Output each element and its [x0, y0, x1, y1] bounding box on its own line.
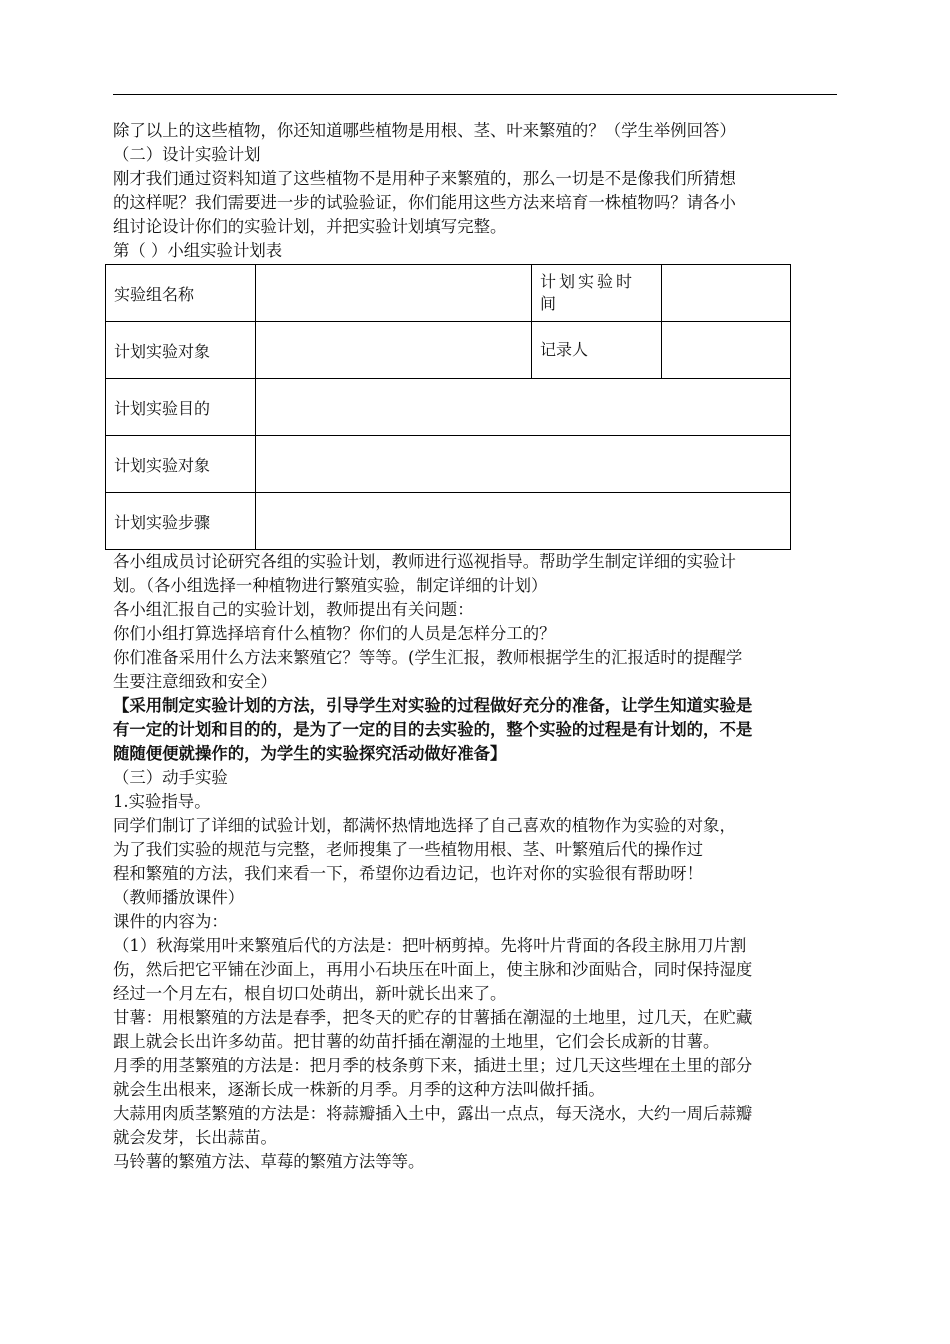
cell-plan-time-value[interactable]	[662, 265, 791, 322]
experiment-plan-table	[105, 264, 791, 550]
section3-line: 课件的内容为：	[113, 912, 228, 931]
discussion-line: 各小组汇报自己的实验计划，教师提出有关问题：	[113, 600, 474, 619]
cell-plan-goal-value[interactable]	[256, 379, 791, 436]
cell-group-name-value[interactable]	[256, 265, 532, 322]
cell-plan-object2-label: 计划实验对象	[106, 436, 256, 493]
courseware-line: 甘薯：用根繁殖的方法是春季，把冬天的贮存的甘薯插在潮湿的土地里，过几天，在贮藏	[113, 1008, 753, 1027]
courseware-line: 伤，然后把它平铺在沙面上，再用小石块压在叶面上，使主脉和沙面贴合，同时保持湿度	[113, 960, 753, 979]
section3-line: 同学们制订了详细的试验计划，都满怀热情地选择了自己喜欢的植物作为实验的对象，	[113, 816, 736, 835]
table-caption: 第（ ）小组实验计划表	[113, 241, 283, 260]
table-row	[106, 322, 791, 379]
cell-plan-steps-label: 计划实验步骤	[106, 493, 256, 550]
courseware-line: 经过一个月左右，根自切口处萌出，新叶就长出来了。	[113, 984, 507, 1003]
discussion-line: 各小组成员讨论研究各组的实验计划，教师进行巡视指导。帮助学生制定详细的实验计	[113, 552, 736, 571]
courseware-line: 大蒜用肉质茎繁殖的方法是：将蒜瓣插入土中，露出一点点，每天浇水，大约一周后蒜瓣	[113, 1104, 753, 1123]
section3-heading: （三）动手实验	[113, 768, 228, 787]
cell-recorder-value[interactable]	[662, 322, 791, 379]
header-rule	[113, 94, 837, 95]
discussion-line: 划。（各小组选择一种植物进行繁殖实验，制定详细的计划）	[113, 576, 548, 595]
section3-line: 为了我们实验的规范与完整，老师搜集了一些植物用根、茎、叶繁殖后代的操作过	[113, 840, 704, 859]
cell-plan-object-value[interactable]	[256, 322, 532, 379]
bold-note-line: 随随便便就操作的，为学生的实验探究活动做好准备】	[113, 744, 507, 763]
intro-question: 除了以上的这些植物，你还知道哪些植物是用根、茎、叶来繁殖的？（学生举例回答）	[113, 121, 736, 140]
section2-paragraph-line: 组讨论设计你们的实验计划，并把实验计划填写完整。	[113, 217, 507, 236]
table-row	[106, 265, 791, 322]
discussion-line: 生要注意细致和安全）	[113, 672, 277, 691]
cell-plan-goal-label: 计划实验目的	[106, 379, 256, 436]
discussion-line: 你们小组打算选择培育什么植物？你们的人员是怎样分工的？	[113, 624, 556, 643]
table-row	[106, 436, 791, 493]
courseware-line: 月季的用茎繁殖的方法是：把月季的枝条剪下来，插进土里；过几天这些埋在土里的部分	[113, 1056, 753, 1075]
bold-note-line: 【采用制定实验计划的方法，引导学生对实验的过程做好充分的准备，让学生知道实验是	[113, 696, 753, 715]
section2-heading: （二）设计实验计划	[113, 145, 261, 164]
section3-line: 程和繁殖的方法，我们来看一下，希望你边看边记，也许对你的实验很有帮助呀！	[113, 864, 704, 883]
discussion-line: 你们准备采用什么方法来繁殖它？等等。(学生汇报，教师根据学生的汇报适时的提醒学	[113, 648, 743, 667]
cell-plan-steps-value[interactable]	[256, 493, 791, 550]
table-row	[106, 379, 791, 436]
cell-group-name-label: 实验组名称	[106, 265, 256, 322]
section2-paragraph-line: 的这样呢？我们需要进一步的试验验证，你们能用这些方法来培育一株植物吗？请各小	[113, 193, 736, 212]
courseware-line: 跟上就会长出许多幼苗。把甘薯的幼苗扦插在潮湿的土地里，它们会长成新的甘薯。	[113, 1032, 720, 1051]
courseware-line: 就会发芽，长出蒜苗。	[113, 1128, 277, 1147]
bold-note-line: 有一定的计划和目的的，是为了一定的目的去实验的，整个实验的过程是有计划的，不是	[113, 720, 753, 739]
courseware-line: 马铃薯的繁殖方法、草莓的繁殖方法等等。	[113, 1152, 425, 1171]
table-row	[106, 493, 791, 550]
document-body	[113, 119, 841, 1174]
section2-paragraph-line: 刚才我们通过资料知道了这些植物不是用种子来繁殖的，那么一切是不是像我们所猜想	[113, 169, 736, 188]
cell-plan-time-label: 计划实验时间	[532, 265, 662, 322]
cell-plan-object-label: 计划实验对象	[106, 322, 256, 379]
cell-recorder-label: 记录人	[532, 322, 662, 379]
cell-plan-object2-value[interactable]	[256, 436, 791, 493]
section3-line: （教师播放课件）	[113, 888, 245, 907]
courseware-line: （1）秋海棠用叶来繁殖后代的方法是：把叶柄剪掉。先将叶片背面的各段主脉用刀片割	[113, 936, 747, 955]
courseware-line: 就会生出根来，逐渐长成一株新的月季。月季的这种方法叫做扦插。	[113, 1080, 605, 1099]
section3-subheading: 1.实验指导。	[113, 792, 211, 811]
